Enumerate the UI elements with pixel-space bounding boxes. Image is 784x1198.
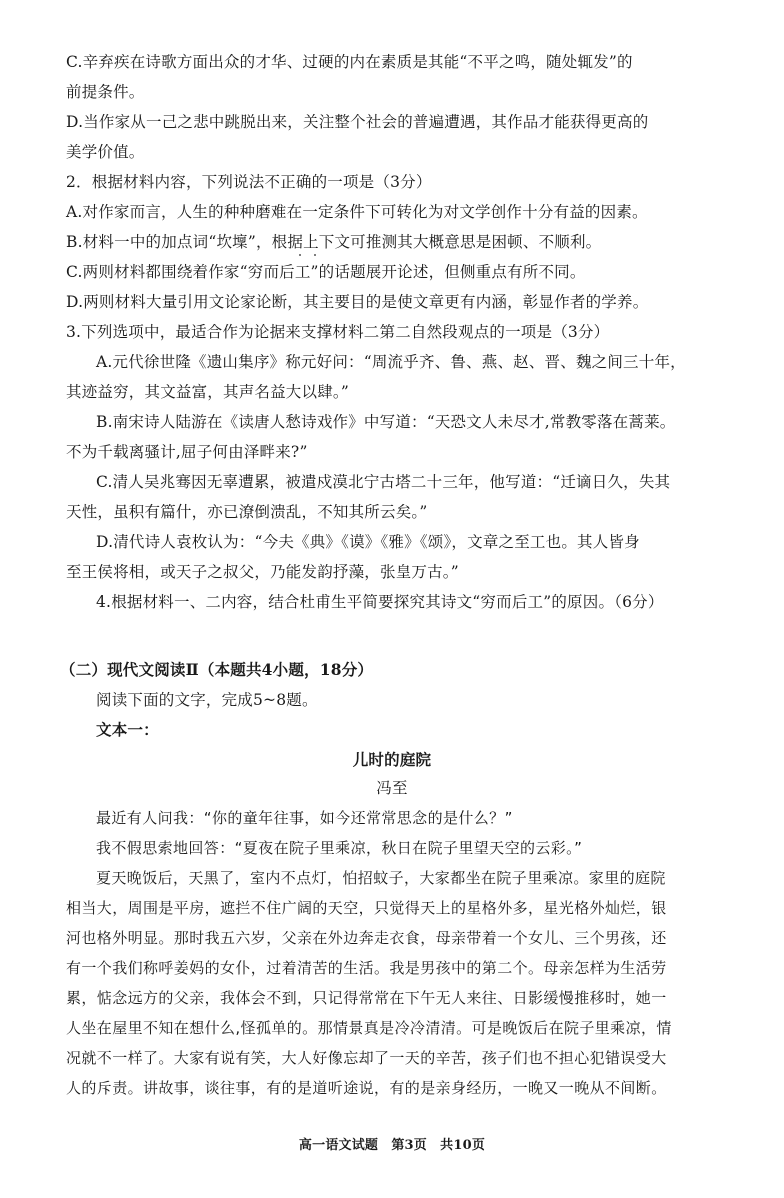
q3-option-a-line2: 其迹益穷，其文益富，其声名益大以肆。” — [66, 383, 349, 401]
article-paragraph-3-line: 人的斥责。讲故事，谈往事，有的是道听途说，有的是亲身经历，一晚又一晚从不间断。 — [66, 1079, 667, 1097]
page-footer: 高一语文试题 第3页 共10页 — [298, 1138, 486, 1153]
q3-option-c-line2: 天性，虽积有篇什，亦已潦倒溃乱，不知其所云矣。” — [66, 503, 428, 521]
emphasis-dot — [299, 254, 301, 256]
q3-option-d-line1: D.清代诗人袁枚认为：“今夫《典》《谟》《雅》《颂》，文章之至工也。其人皆身 — [96, 533, 640, 551]
q3-option-b-line2: 不为千载离骚计,屈子何由泽畔来?” — [66, 443, 308, 461]
article-paragraph-1: 最近有人问我：“你的童年往事，如今还常常思念的是什么？” — [96, 809, 513, 827]
q3-option-a-line1: A.元代徐世隆《遗山集序》称元好问：“周流乎齐、鲁、燕、赵、晋、魏之间三十年， — [96, 353, 686, 371]
q3-stem: 3.下列选项中，最适合作为论据来支撑材料二第二自然段观点的一项是（3分） — [66, 323, 610, 341]
q3-option-c-line1: C.清人吴兆骞因无辜遭累，被遣戍漠北宁古塔二十三年，他写道：“迁谪日久，失其 — [96, 473, 671, 491]
q1-option-c-line1: C.辛弃疾在诗歌方面出众的才华、过硬的内在素质是其能“不平之鸣，随处辄发”的 — [66, 53, 633, 71]
article-title: 儿时的庭院 — [352, 750, 432, 769]
article-paragraph-3-line: 河也格外明显。那时我五六岁，父亲在外边奔走衣食，母亲带着一个女儿、三个男孩，还 — [66, 929, 667, 947]
article-paragraph-3-line: 况就不一样了。大家有说有笑，大人好像忘却了一天的辛苦，孩子们也不担心犯错误受大 — [66, 1049, 667, 1067]
q2-option-b: B.材料一中的加点词“坎壈”，根据上下文可推测其大概意思是困顿、不顺利。 — [66, 233, 602, 251]
text-one-label: 文本一： — [96, 720, 159, 739]
q1-option-d-line2: 美学价值。 — [66, 143, 145, 161]
article-paragraph-3-line: 有一个我们称呼姜妈的女仆，过着清苦的生活。我是男孩中的第二个。母亲怎样为生活劳 — [66, 959, 667, 977]
q3-option-d-line2: 至王侯将相，或天子之叔父，乃能发韵抒藻，张皇万古。” — [66, 563, 459, 581]
q2-option-a: A.对作家而言，人生的种种磨难在一定条件下可转化为对文学创作十分有益的因素。 — [66, 203, 648, 221]
article-paragraph-3-line: 相当大，周围是平房，遮拦不住广阔的天空，只觉得天上的星格外多，星光格外灿烂，银 — [66, 899, 667, 917]
reading-instruction: 阅读下面的文字，完成5~8题。 — [96, 691, 318, 709]
q1-option-d-line1: D.当作家从一己之悲中跳脱出来，关注整个社会的普遍遭遇，其作品才能获得更高的 — [66, 113, 649, 131]
q2-stem: 2．根据材料内容，下列说法不正确的一项是（3分） — [66, 173, 432, 191]
article-author: 冯至 — [376, 779, 408, 797]
q3-option-b-line1: B.南宋诗人陆游在《读唐人愁诗戏作》中写道：“天恐文人未尽才,常教零落在蒿莱。 — [96, 413, 676, 431]
article-paragraph-2: 我不假思索地回答：“夏夜在院子里乘凉，秋日在院子里望天空的云彩。” — [96, 839, 583, 857]
section-heading: （二）现代文阅读Ⅱ（本题共4小题，18分） — [60, 660, 374, 679]
article-paragraph-3-line: 累，惦念远方的父亲，我体会不到，只记得常常在下午无人来往、日影缓慢推移时，她一 — [66, 989, 667, 1007]
q2-option-d: D.两则材料大量引用文论家论断，其主要目的是使文章更有内涵，彰显作者的学养。 — [66, 293, 649, 311]
article-paragraph-3-line: 夏天晚饭后，天黑了，室内不点灯，怕招蚊子，大家都坐在院子里乘凉。家里的庭院 — [96, 869, 666, 887]
article-paragraph-3-line: 人坐在屋里不知在想什么,怪孤单的。那情景真是冷冷清清。可是晚饭后在院子里乘凉，情 — [66, 1019, 672, 1037]
q4-stem: 4.根据材料一、二内容，结合杜甫生平简要探究其诗文“穷而后工”的原因。（6分） — [96, 593, 664, 611]
emphasis-dot — [314, 254, 316, 256]
q1-option-c-line2: 前提条件。 — [66, 83, 145, 101]
q2-option-c: C.两则材料都围绕着作家“穷而后工”的话题展开论述，但侧重点有所不同。 — [66, 263, 586, 281]
